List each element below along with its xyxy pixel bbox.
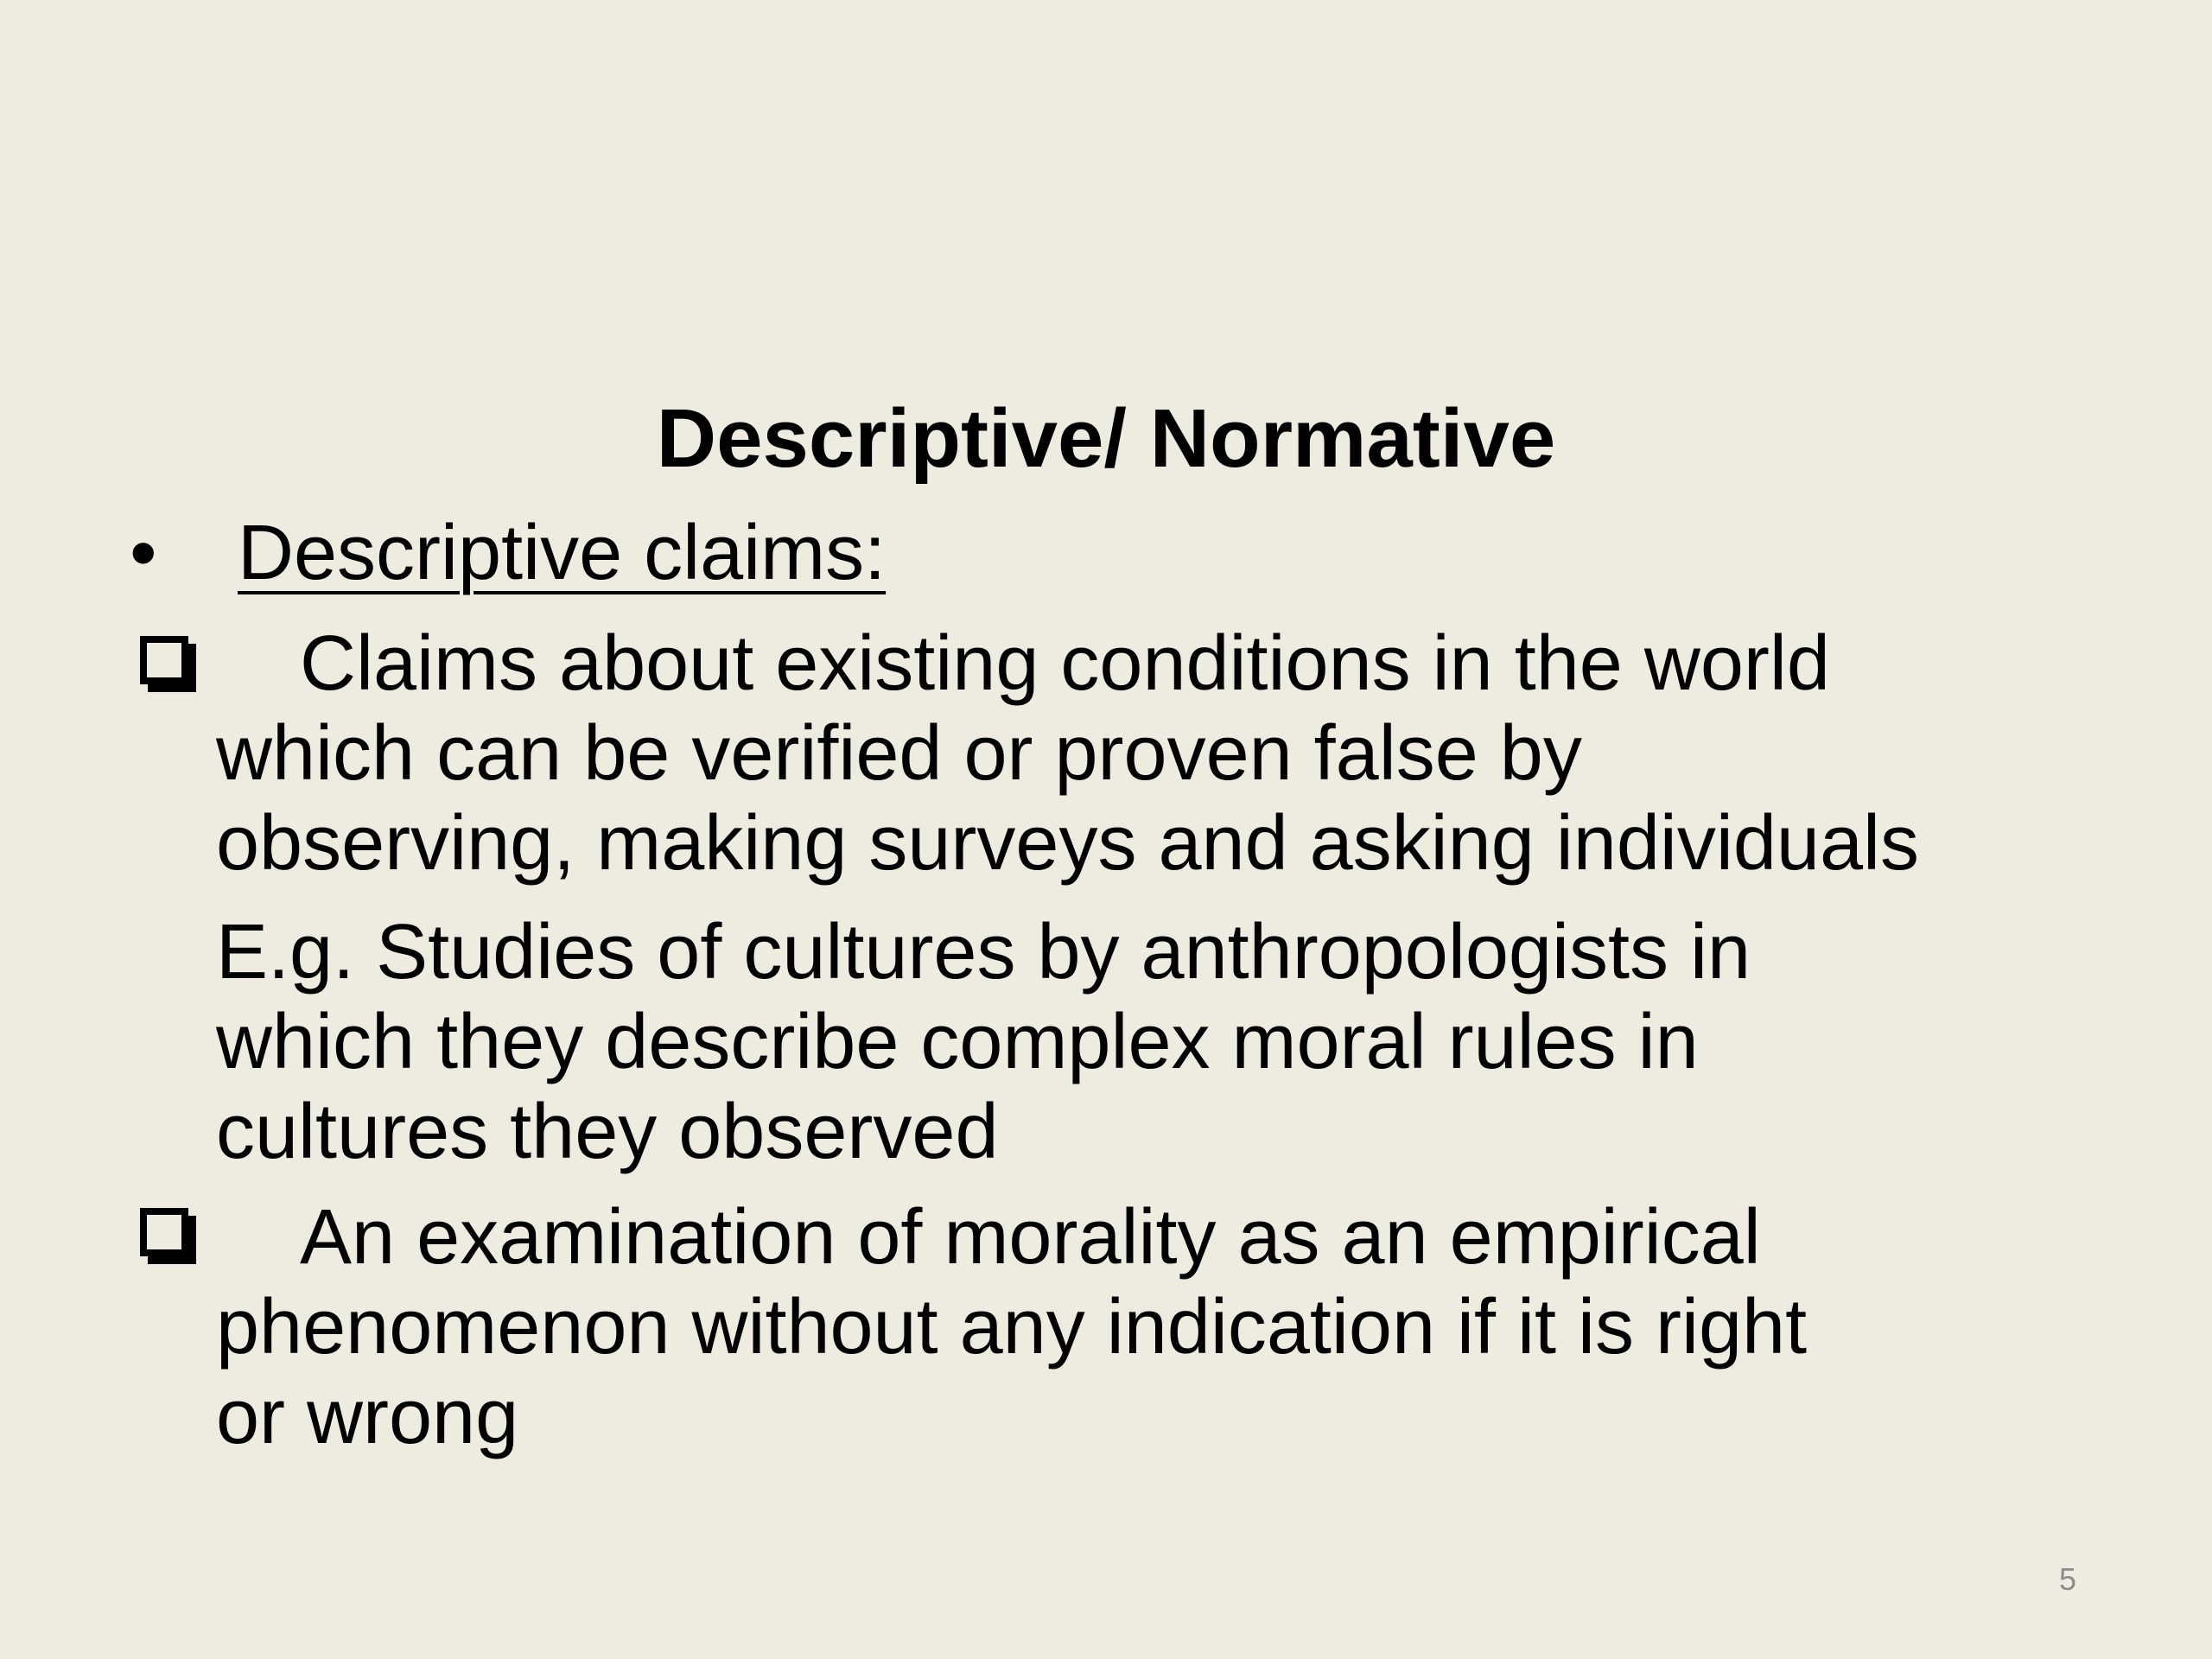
claim-item-2-line-2: phenomenon without any indication if it is right bbox=[216, 1284, 1808, 1370]
checkbox-bullet-icon bbox=[140, 636, 188, 684]
example-line-1: E.g. Studies of cultures by anthropologists in bbox=[216, 909, 1751, 995]
example-line-2: which they describe complex moral rules in bbox=[216, 999, 1699, 1085]
slide-title: Descriptive/ Normative bbox=[656, 392, 1556, 485]
claim-item-2 bbox=[216, 1192, 1807, 1462]
example-line-3: cultures they observed bbox=[216, 1089, 999, 1175]
claim-item-1-line-2: which can be verified or proven false by bbox=[216, 710, 1582, 797]
claim-item-2-line-1: An examination of morality as an empirical bbox=[300, 1194, 1761, 1281]
claim-item-1 bbox=[216, 619, 1919, 888]
claim-item-1-line-3: observing, making surveys and asking individuals bbox=[216, 800, 1920, 887]
example-paragraph bbox=[216, 907, 1751, 1177]
bullet-dot-icon: • bbox=[130, 510, 157, 596]
checkbox-bullet-icon bbox=[140, 1208, 188, 1256]
heading-descriptive-claims bbox=[130, 505, 886, 601]
claim-item-1-line-1: Claims about existing conditions in the world bbox=[300, 620, 1830, 707]
claim-item-2-line-3: or wrong bbox=[216, 1374, 519, 1460]
heading-label: Descriptive claims: bbox=[238, 510, 887, 596]
slide-number: 5 bbox=[2058, 1561, 2076, 1597]
